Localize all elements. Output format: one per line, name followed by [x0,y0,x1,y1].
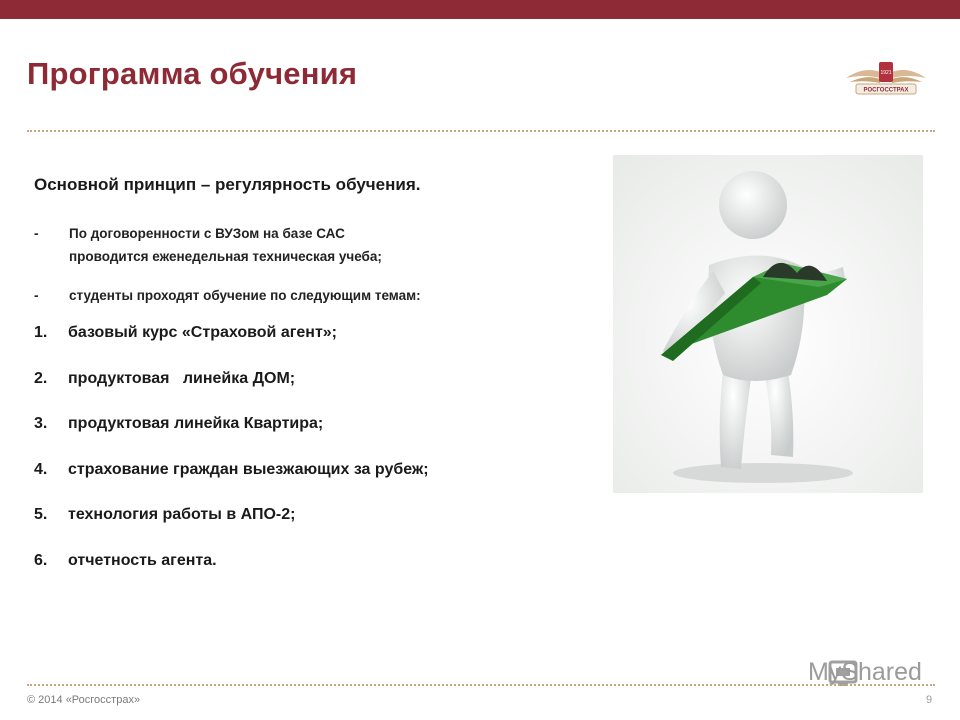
logo-year: 1921 [880,70,892,76]
dash-marker: - [34,226,39,241]
footer-copyright: © 2014 «Росгосстрах» [27,694,141,706]
person-reading-book-illustration [613,155,923,493]
dash-item-line1: По договоренности с ВУЗом на базе САС [69,226,345,241]
dash-item-line1: студенты проходят обучение по следующим темам: [69,288,421,303]
dash-marker: - [34,288,39,303]
dash-item-line2: проводится еженедельная техническая учеба; [69,249,382,264]
watermark-text: MyShared [808,658,922,686]
slide-title: Программа обучения [27,56,358,91]
page-number: 9 [926,694,933,706]
footer-divider [27,684,935,686]
logo-text: РОСГОССТРАХ [863,87,909,94]
rosgosstrakh-logo-icon [842,52,930,100]
top-bar [0,0,960,19]
principle-heading: Основной принцип – регулярность обучения. [34,175,421,194]
header-divider [27,130,935,132]
